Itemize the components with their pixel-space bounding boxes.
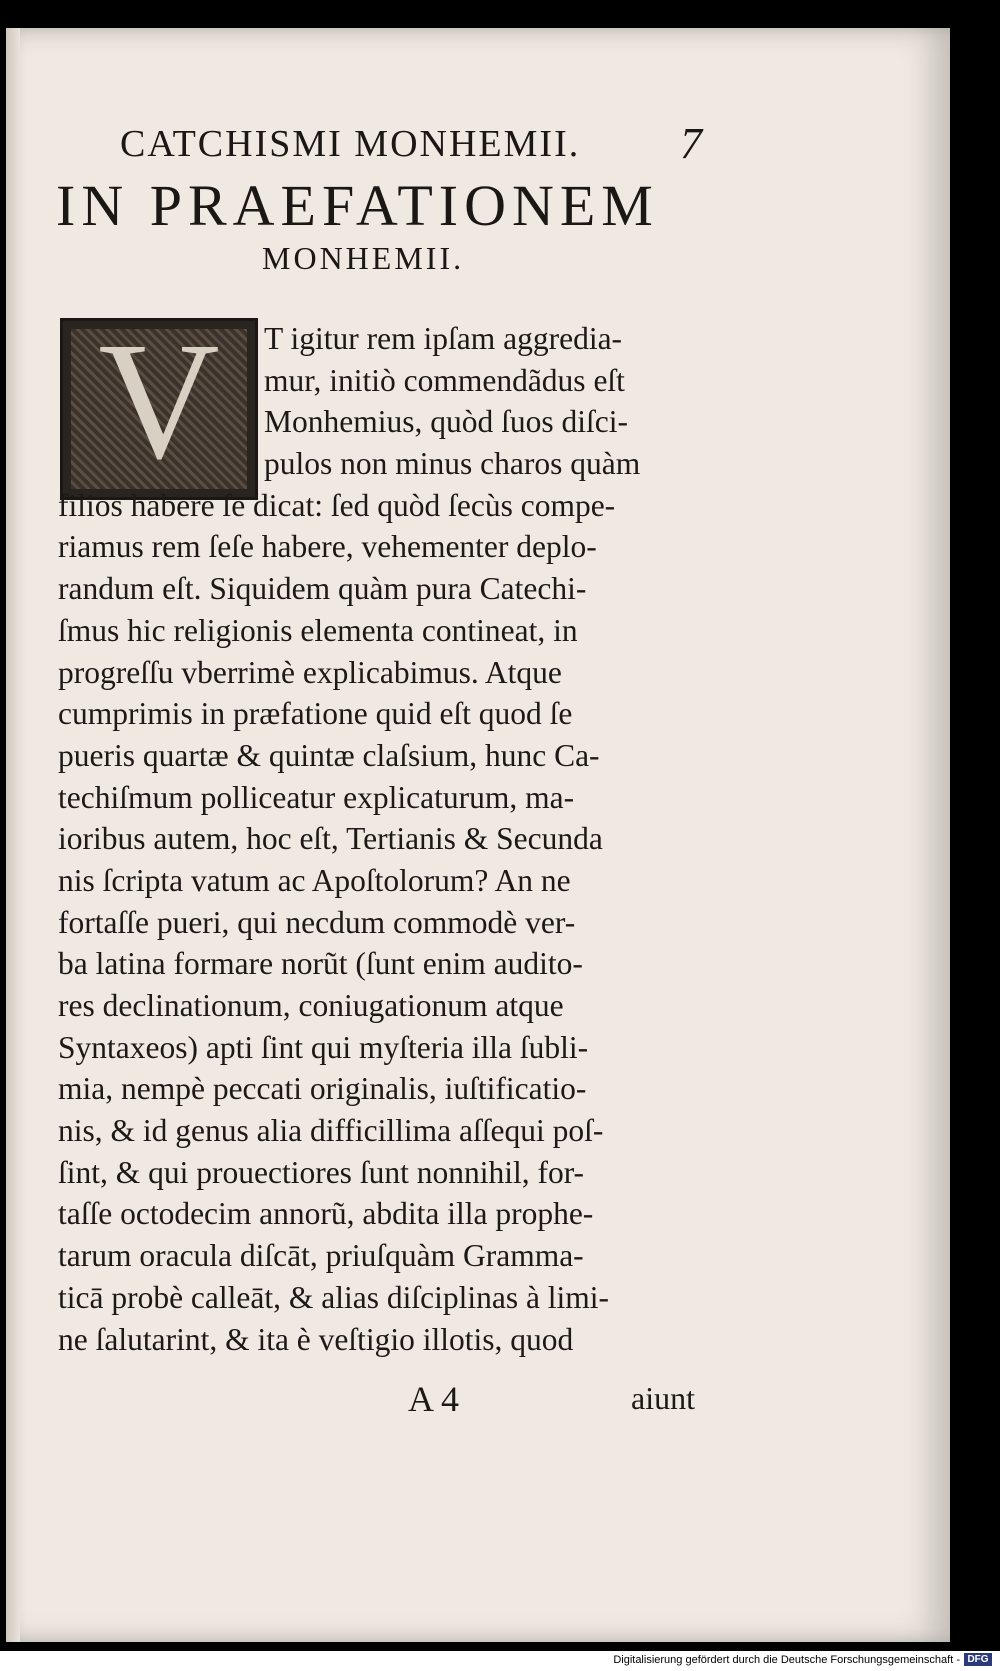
text-line: ioribus autem, hoc eſt, Tertianis & Secunda (58, 821, 603, 857)
footer-credit: Digitalisierung gefördert durch die Deutsche Forschungsgemeinschaft - (613, 1654, 960, 1666)
text-line: pueris quartæ & quintæ claſsium, hunc Ca- (58, 737, 600, 773)
text-line: ſint, & qui prouectiores ſunt nonnihil, for- (58, 1154, 585, 1190)
text-line: mur, initiò commendãdus eſt (264, 362, 625, 398)
page-gutter-edge (6, 28, 20, 1642)
text-line: ba latina formare norũt (ſunt enim audito- (58, 946, 583, 982)
text-line: taſſe octodecim annorũ, abdita illa prophe- (58, 1196, 594, 1232)
text-line: res declinationum, coniugationum atque (58, 988, 564, 1023)
text-line: techiſmum polliceatur explicaturum, ma- (58, 779, 575, 815)
text-line: pulos non minus charos quàm (264, 446, 641, 482)
text-line: nis, & id genus alia difficillima aſſequi poſ- (58, 1113, 604, 1149)
text-line: Monhemius, quòd ſuos diſci- (264, 404, 628, 440)
text-line: riamus rem ſeſe habere, vehementer deplo- (58, 529, 597, 565)
text-line: ticā probè calleāt, & alias diſciplinas à limi- (58, 1279, 610, 1315)
text-line: filios habere ſe dicat: ſed quòd ſecùs compe- (58, 487, 616, 523)
section-title: IN PRAEFATIONEM (56, 173, 659, 238)
initial-letter: V (98, 308, 220, 494)
dfg-logo: DFG (964, 1653, 992, 1666)
catchword: aiunt (631, 1380, 695, 1416)
text-line: fortaſſe pueri, qui necdum commodè ver- (58, 904, 576, 940)
body-text (58, 318, 722, 1360)
text-line: nis ſcripta vatum ac Apoſtolorum? An ne (58, 862, 571, 898)
section-subtitle: MONHEMII. (262, 240, 465, 276)
text-line: tarum oracula diſcāt, priuſquàm Gramma- (58, 1238, 584, 1274)
text-line: ne ſalutarint, & ita è veſtigio illotis, quod (58, 1321, 574, 1357)
text-line: progreſſu vberrimè explicabimus. Atque (58, 654, 562, 690)
text-line: mia, nempè peccati originalis, iuſtificatio- (58, 1071, 587, 1107)
text-line: cumprimis in præfatione quid eſt quod ſe (58, 696, 573, 732)
running-head: CATCHISMI MONHEMII. (120, 123, 581, 165)
text-line: randum eſt. Siquidem quàm pura Catechi- (58, 571, 587, 607)
page-number: 7 (680, 119, 702, 168)
text-line: T igitur rem ipſam aggredia- (264, 321, 623, 356)
signature-mark: A 4 (408, 1379, 460, 1419)
text-line: Syntaxeos) apti ſint qui myſteria illa ſubli- (58, 1029, 589, 1065)
text-line: ſmus hic religionis elementa contineat, in (58, 612, 578, 648)
